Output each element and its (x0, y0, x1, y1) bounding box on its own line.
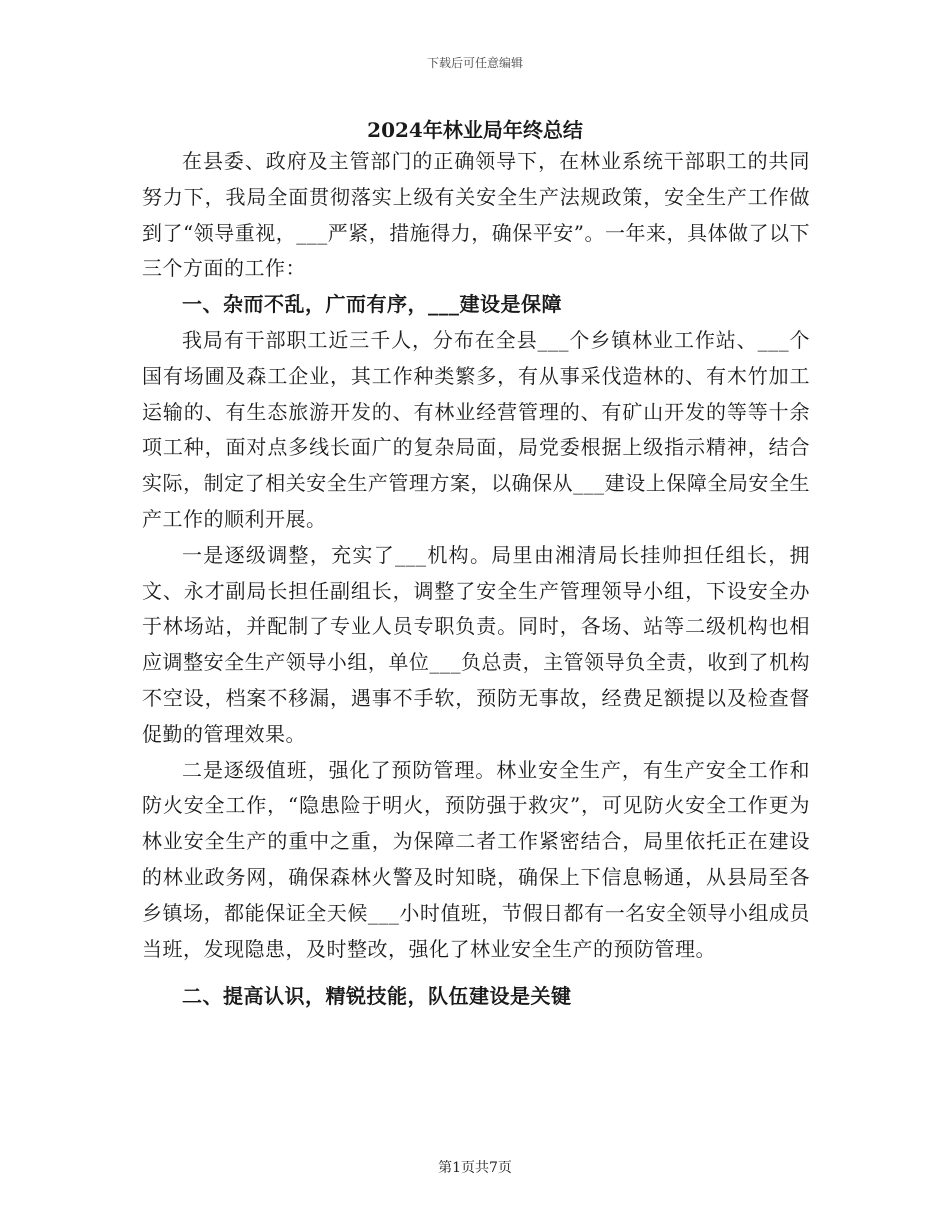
page-number-footer: 第1页共7页 (438, 1160, 512, 1176)
document-title: 2024年林业局年终总结 (367, 118, 583, 142)
paragraph-duty: 二是逐级值班，强化了预防管理。林业安全生产，有生产安全工作和防火安全工作，“隐患险于明火，预防强于救灾”，可见防火安全工作更为林业安全生产的重中之重，为保障二者工作紧密结合，局里依托正在建设的林业政务网，确保森林火警及时知晓，确保上下信息畅通，从县局至各乡镇场，都能保证全天候___小时值班，节假日都有一名安全领导小组成员当班，发现隐患，及时整改，强化了林业安全生产的预防管理。 (142, 757, 810, 961)
document-body (142, 144, 810, 1015)
section-heading-1: 一、杂而不乱，广而有序，___建设是保障 (182, 292, 562, 317)
section-heading-2: 二、提高认识，精锐技能，队伍建设是关键 (182, 984, 572, 1009)
intro-paragraph: 在县委、政府及主管部门的正确领导下，在林业系统干部职工的共同努力下，我局全面贯彻落实上级有关安全生产法规政策，安全生产工作做到了“领导重视，___严紧，措施得力，确保平安”。一年来，具体做了以下三个方面的工作： (142, 149, 810, 281)
header-note: 下载后可任意编辑 (426, 56, 523, 70)
paragraph-staff: 我局有干部职工近三千人，分布在全县___个乡镇林业工作站、___个国有场圃及森工企业，其工作种类繁多，有从事采伐造林的、有木竹加工运输的、有生态旅游开发的、有林业经营管理的、有矿山开发的等等十余项工种，面对点多线长面广的复杂局面，局党委根据上级指示精神，结合实际，制定了相关安全生产管理方案，以确保从___建设上保障全局安全生产工作的顺利开展。 (142, 327, 810, 531)
paragraph-adjustment: 一是逐级调整，充实了___机构。局里由湘清局长挂帅担任组长，拥文、永才副局长担任副组长，调整了安全生产管理领导小组，下设安全办于林场站，并配制了专业人员专职负责。同时，各场、站等二级机构也相应调整安全生产领导小组，单位___负总责，主管领导负全责，收到了机构不空设，档案不移漏，遇事不手软，预防无事故，经费足额提以及检查督促勤的管理效果。 (142, 542, 810, 746)
